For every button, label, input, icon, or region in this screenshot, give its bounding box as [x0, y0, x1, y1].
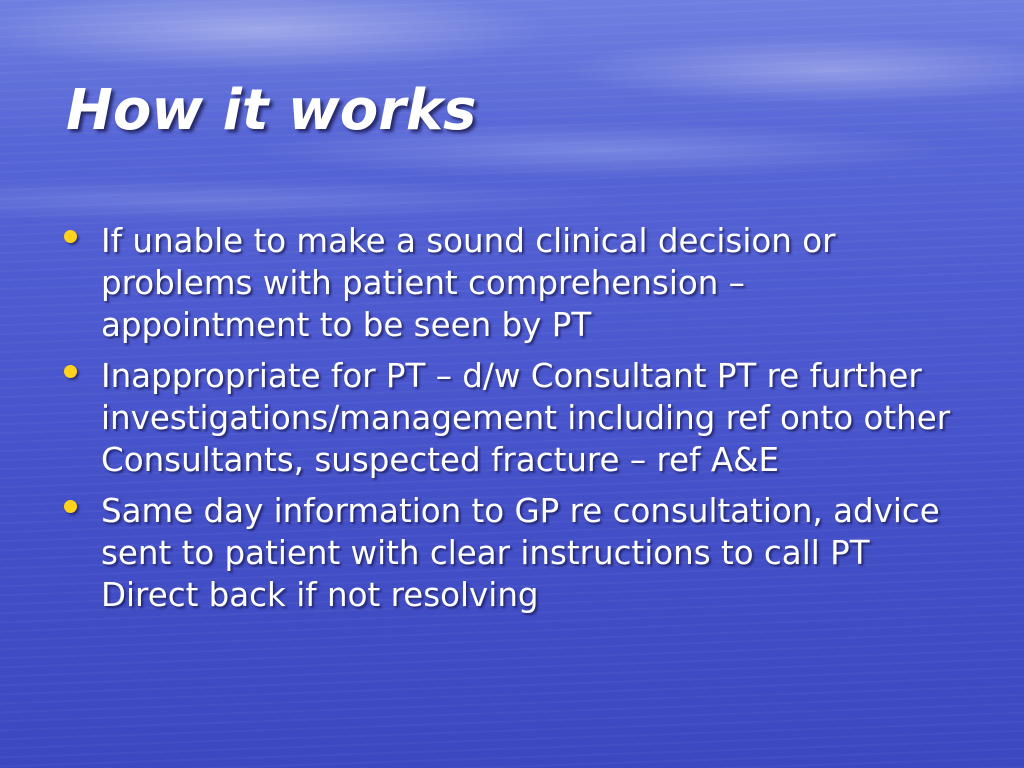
bullet-item [60, 490, 960, 616]
bullet-dot-icon [64, 230, 77, 243]
bullet-text: If unable to make a sound clinical decision or problems with patient comprehension – appointment to be seen by PT [101, 222, 836, 344]
bullet-text: Same day information to GP re consultation, advice sent to patient with clear instructions to call PT Direct back if not resolving [101, 492, 940, 614]
bullet-dot-icon [64, 365, 77, 378]
bullet-dot-icon [64, 500, 77, 513]
bullet-list [60, 220, 960, 625]
slide-title: How it works [66, 78, 477, 143]
bullet-item [60, 220, 960, 346]
bullet-item [60, 355, 960, 481]
bullet-text: Inappropriate for PT – d/w Consultant PT re further investigations/management including ref onto other Consultants, suspected fracture – ref A&E [101, 357, 951, 479]
